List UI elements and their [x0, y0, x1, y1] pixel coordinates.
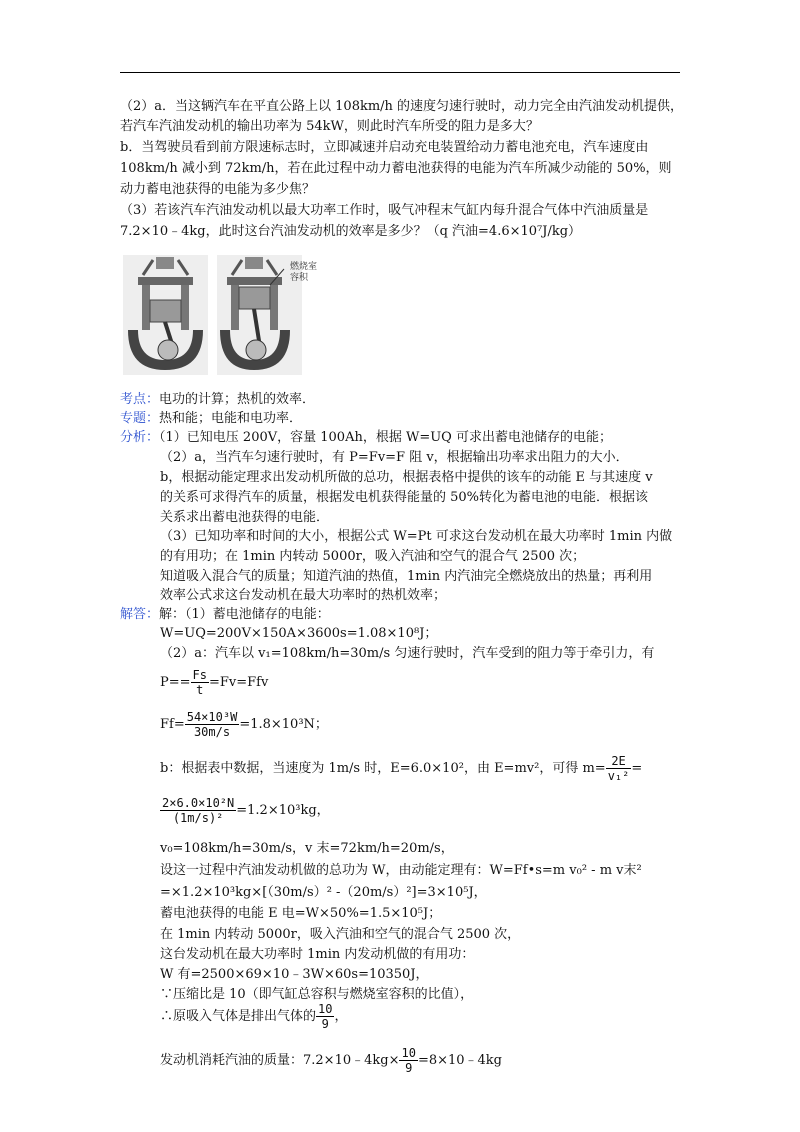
fraction — [399, 1046, 417, 1075]
fenxi-line: b，根据动能定理求出发动机所做的总功，根据表格中提供的该车的动能 E 与其速度 v — [160, 470, 653, 485]
fenxi-line: 的关系可求得汽车的质量，根据发电机获得能量的 50%转化为蓄电池的电能．根据该 — [160, 490, 649, 505]
fraction-numerator: 54×10³W — [186, 710, 238, 724]
formula-text: =1.8×10³N； — [239, 717, 328, 732]
jieda-line: W=UQ=200V×150A×3600s=1.08×10⁸J； — [160, 626, 438, 641]
header-rule — [120, 72, 680, 73]
question-line: 7.2×10﹣4kg，此时这台汽油发动机的效率是多少？（q 汽油=4.6×10⁷J/kg） — [120, 224, 582, 239]
mass-derivation — [160, 754, 642, 784]
fenxi-label: 分析： — [120, 430, 160, 445]
formula-text: = — [631, 761, 643, 776]
fenxi-line: 的有用功；在 1min 内转动 5000r，吸入汽油和空气的混合气 2500 次； — [160, 549, 586, 564]
kaodian-line — [120, 391, 315, 409]
force-formula — [160, 710, 328, 740]
jieda-line: v₀=108km/h=30m/s，v 末=72km/h=20m/s， — [160, 841, 454, 856]
formula-text: ， — [334, 1009, 348, 1024]
fenxi-line — [120, 429, 612, 447]
jieda-text: 解：（1）蓄电池储存的电能： — [159, 607, 330, 622]
fraction-denominator: v₁² — [607, 769, 630, 783]
fuel-mass-line — [160, 1046, 502, 1076]
formula-text: b：根据表中数据，当速度为 1m/s 时，E=6.0×10²，由 E=mv²，可得 m= — [160, 761, 606, 776]
fenxi-line: （2）a，当汽车匀速行驶时，有 P=Fv=F 阻 v，根据输出功率求出阻力的大小． — [160, 450, 629, 465]
jieda-line: =×1.2×10³kg×[（30m/s）² -（20m/s）²]=3×10⁵J， — [160, 885, 487, 900]
formula-text: ∴原吸入气体是排出气体的 — [160, 1009, 317, 1024]
fraction — [316, 1002, 334, 1031]
gas-ratio-line — [160, 1002, 347, 1032]
fraction-numerator: 10 — [401, 1046, 416, 1060]
fraction — [191, 668, 209, 697]
jieda-line: 这台发动机在最大功率时 1min 内发动机做的有用功： — [160, 947, 475, 962]
zhuanti-text: 热和能；电能和电功率． — [159, 411, 303, 426]
fraction-numerator: 2E — [606, 754, 632, 769]
question-line: 108km/h 减小到 72km/h，若在此过程中动力蓄电池获得的电能为汽车所减少动能的 50%，则 — [120, 161, 672, 176]
jieda-line: W 有=2500×69×10﹣3W×60s=10350J， — [160, 967, 429, 982]
fraction-numerator: 10 — [318, 1002, 333, 1016]
fenxi-line: 关系求出蓄电池获得的电能． — [160, 510, 330, 525]
formula-text: Ff= — [160, 717, 185, 732]
engine-diagram-left — [118, 255, 213, 375]
jieda-line — [120, 606, 330, 624]
fraction-denominator: t — [196, 683, 204, 697]
fraction-numerator: Fs — [192, 668, 207, 682]
fenxi-line: （3）已知功率和时间的大小，根据公式 W=Pt 可求这台发动机在最大功率时 1min 内做 — [160, 529, 673, 544]
figure-label: 燃烧室容积 — [290, 262, 318, 283]
fraction — [185, 710, 240, 739]
fraction-denominator: (1m/s)² — [172, 811, 224, 825]
kaodian-text: 电功的计算；热机的效率． — [159, 392, 316, 407]
question-line: （2）a．当这辆汽车在平直公路上以 108km/h 的速度匀速行驶时，动力完全由汽油发动机提供， — [120, 99, 684, 114]
formula-text: =1.2×10³kg， — [236, 803, 330, 818]
question-line: （3）若该汽车汽油发动机以最大功率工作时，吸气冲程末气缸内每升混合气体中汽油质量是 — [120, 203, 649, 218]
fraction-denominator: 9 — [405, 1061, 413, 1075]
kaodian-label: 考点： — [120, 392, 160, 407]
zhuanti-label: 专题： — [120, 411, 160, 426]
formula-text: P== — [160, 675, 191, 690]
fenxi-line: 效率公式求这台发动机在最大功率时的热机效率； — [160, 588, 447, 603]
jieda-line: 设这一过程中汽油发动机做的总功为 W，由动能定理有：W=Ff•s=m v₀² - m v末² — [160, 863, 642, 878]
jieda-line: （2）a：汽车以 v₁=108km/h=30m/s 匀速行驶时，汽车受到的阻力等于牵引力，有 — [160, 646, 655, 661]
fenxi-line: 知道吸入混合气的质量；知道汽油的热值，1min 内汽油完全燃烧放出的热量；再利用 — [160, 569, 653, 584]
power-formula — [160, 668, 268, 698]
fraction-numerator: 2×6.0×10²N — [162, 796, 235, 810]
fraction — [160, 796, 236, 825]
fraction-denominator: 30m/s — [193, 725, 231, 739]
jieda-line: ∵压缩比是 10（即气缸总容积与燃烧室容积的比值）， — [160, 987, 474, 1002]
jieda-line: 在 1min 内转动 5000r，吸入汽油和空气的混合气 2500 次， — [160, 927, 521, 942]
fenxi-text: （1）已知电压 200V，容量 100Ah，根据 W=UQ 可求出蓄电池储存的电能； — [159, 430, 612, 445]
question-line: 动力蓄电池获得的电能为多少焦？ — [120, 182, 316, 197]
question-line: 若汽车汽油发动机的输出功率为 54kW，则此时汽车所受的阻力是多大？ — [120, 119, 539, 134]
jieda-label: 解答： — [120, 607, 160, 622]
fraction — [606, 754, 632, 783]
fraction-denominator: 9 — [321, 1017, 329, 1031]
question-line: b．当驾驶员看到前方限速标志时，立即减速并启动充电装置给动力蓄电池充电，汽车速度由 — [120, 140, 649, 155]
jieda-line: 蓄电池获得的电能 E 电=W×50%=1.5×10⁵J； — [160, 906, 442, 921]
formula-text: 发动机消耗汽油的质量：7.2×10﹣4kg× — [160, 1053, 400, 1068]
zhuanti-line — [120, 410, 302, 428]
formula-text: =8×10﹣4kg — [417, 1053, 503, 1068]
mass-result — [160, 796, 330, 826]
formula-text: =Fv=Ffv — [209, 675, 269, 690]
